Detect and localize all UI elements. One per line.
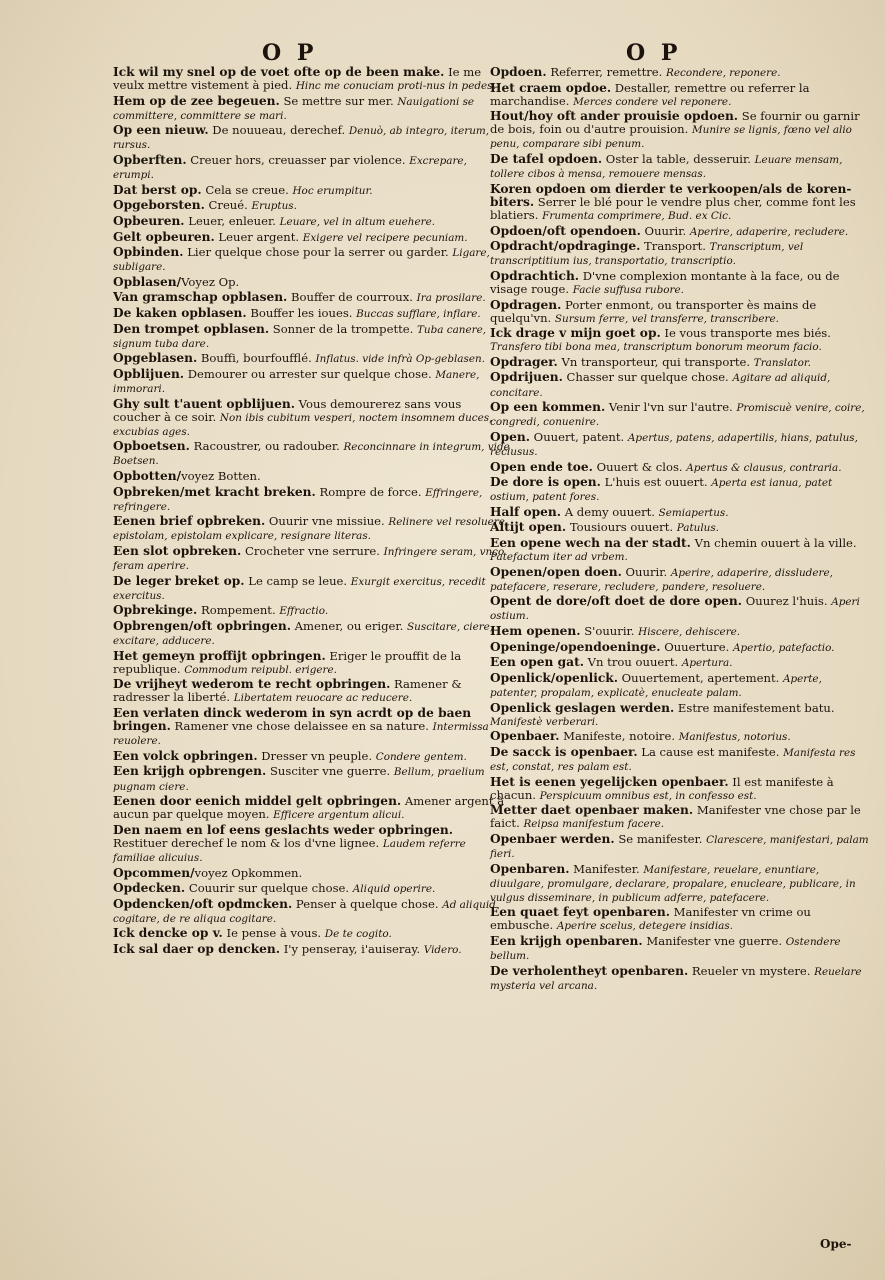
entry-headword: Opboetsen. — [113, 439, 190, 454]
entry-latin: Clarescere, manifestari, palam fieri. — [490, 833, 869, 860]
entry-headword: Opbeuren. — [113, 213, 185, 228]
dictionary-entry — [490, 906, 872, 933]
dictionary-entry — [113, 184, 511, 198]
entry-latin: Non ibis cubitum vesperi, noctem insomnem duces, excubias ages. — [113, 411, 493, 438]
entry-headword: Open. — [490, 429, 530, 444]
entry-french: Lier quelque chose pour la serrer ou garder. — [183, 245, 453, 260]
entry-headword: Opdrachtich. — [490, 268, 580, 283]
dictionary-entry — [490, 327, 872, 354]
entry-latin: Condere gentem. — [375, 750, 467, 763]
entry-latin: Aperire, adaperire, dissludere, patefacere, reserare, recludere, pandere, resoluere. — [490, 566, 833, 593]
dictionary-entry — [113, 95, 511, 123]
dictionary-entry — [490, 461, 872, 475]
entry-latin: Agitare ad aliquid, concitare. — [490, 372, 831, 399]
dictionary-entry — [113, 707, 511, 748]
entry-latin: Patefactum iter ad vrbem. — [490, 551, 628, 564]
entry-french: Ouurir. — [640, 223, 690, 238]
dictionary-entry — [490, 240, 872, 268]
entry-headword: Opbotten/ — [113, 469, 182, 484]
entry-french: Ramener & radresser la liberté. — [113, 677, 462, 705]
entry-headword: De dore is open. — [490, 475, 601, 490]
entry-headword: Een krijgh opbrengen. — [113, 764, 267, 779]
entry-headword: Openbaer werden. — [490, 831, 615, 846]
entry-french: S'ouurir. — [580, 624, 639, 639]
entry-latin: Intermissa reuolere. — [113, 721, 489, 748]
entry-french: Demourer ou arrester sur quelque chose. — [184, 366, 436, 381]
dictionary-entry — [113, 352, 511, 366]
entry-headword: Openen/open doen. — [490, 564, 622, 579]
entry-headword: Opbrengen/oft opbringen. — [113, 618, 291, 633]
entry-headword: Opdrager. — [490, 354, 558, 369]
entry-headword: Hem op de zee begeuen. — [113, 93, 280, 108]
entry-headword: Den trompet opblasen. — [113, 321, 270, 336]
entry-headword: Koren opdoen om dierder te verkoopen/als de koren-biters. — [490, 181, 852, 209]
entry-french: Racoustrer, ou radouber. — [189, 439, 344, 454]
entry-french: Destaller, remettre ou referrer la marchandise. — [490, 80, 810, 108]
entry-headword: Een slot opbreken. — [113, 544, 242, 558]
entry-french: Ouurir. — [621, 564, 671, 579]
entry-headword: Eenen door eenich middel gelt opbringen. — [113, 794, 402, 809]
entry-latin: Exigere vel recipere pecuniam. — [302, 231, 468, 244]
dictionary-entry — [490, 537, 872, 564]
dictionary-entry — [490, 965, 872, 993]
entry-french: Amener, ou eriger. — [291, 618, 408, 633]
dictionary-entry — [490, 625, 872, 639]
entry-headword: Opent de dore/oft doet de dore open. — [490, 594, 743, 609]
entry-headword: Half open. — [490, 504, 562, 519]
entry-latin: Reuelare mysteria vel arcana. — [490, 965, 862, 992]
dictionary-entry — [113, 323, 511, 351]
entry-french: Rompre de force. — [315, 484, 426, 499]
dictionary-entry — [113, 927, 511, 941]
entry-latin: Inflatus. vide infrà Op-geblasen. — [315, 353, 485, 366]
entry-french: Estre manifestement batu. — [674, 700, 835, 715]
dictionary-entry — [113, 515, 511, 543]
entry-latin: Manifestè verberari. — [490, 715, 599, 728]
right-running-header: O P — [626, 40, 682, 66]
dictionary-entry — [113, 276, 511, 290]
entry-latin: Ostendere bellum. — [490, 936, 841, 963]
entry-french: A demy ouuert. — [561, 504, 659, 519]
left-column — [113, 66, 511, 959]
entry-latin: Reipsa manifestum facere. — [523, 818, 665, 831]
entry-french: Vn chemin ouuert à la ville. — [690, 536, 857, 550]
dictionary-entry — [490, 656, 872, 670]
entry-latin: Aperire, adaperire, recludere. — [689, 225, 849, 238]
entry-french: Couurir sur quelque chose. — [185, 881, 353, 896]
entry-headword: Openbaer. — [490, 729, 560, 744]
dictionary-entry — [113, 440, 511, 468]
dictionary-entry — [490, 110, 872, 151]
entry-headword: Ick wil my snel op de voet ofte op de been make. — [113, 65, 445, 79]
entry-headword: Het is eenen yegelijcken openbaer. — [490, 774, 729, 789]
dictionary-entry — [113, 620, 511, 648]
entry-headword: Opdoen. — [490, 65, 547, 79]
entry-latin: Aperi ostium. — [490, 596, 860, 623]
dictionary-entry — [113, 650, 511, 677]
entry-latin: Semiapertus. — [658, 506, 729, 519]
entry-latin: Hiscere, dehiscere. — [638, 626, 741, 639]
entry-latin: Aperte, patenter, propalam, explicatè, enucleate palam. — [490, 672, 822, 699]
entry-headword: De kaken opblasen. — [113, 306, 247, 320]
dictionary-entry — [113, 231, 511, 245]
entry-latin: Leuare mensam, tollere cibos à mensa, remouere mensas. — [490, 154, 843, 181]
dictionary-entry — [113, 678, 511, 705]
dictionary-entry — [113, 750, 511, 764]
entry-headword: Opgeborsten. — [113, 198, 205, 213]
entry-french: Ouuert, patent. — [530, 429, 628, 444]
entry-headword: De tafel opdoen. — [490, 152, 603, 167]
entry-french: Crocheter vne serrure. — [241, 544, 384, 558]
entry-headword: Ick dencke op v. — [113, 926, 223, 941]
dictionary-entry — [113, 575, 511, 603]
entry-french: Serrer le blé pour le vendre plus cher, comme font les blatiers. — [490, 194, 856, 222]
dictionary-entry — [113, 215, 511, 229]
dictionary-entry — [113, 765, 511, 793]
entry-headword: De vrijheyt wederom te recht opbringen. — [113, 677, 391, 692]
entry-headword: Het craem opdoe. — [490, 80, 612, 95]
entry-latin: Suscitare, ciere, excitare, adducere. — [113, 620, 494, 648]
dictionary-entry — [113, 66, 511, 93]
dictionary-entry — [490, 299, 872, 326]
dictionary-entry — [490, 356, 872, 370]
entry-latin: Nauigationi se committere, committere se mari. — [113, 95, 475, 122]
entry-headword: Opdragen. — [490, 297, 562, 312]
dictionary-entry — [490, 521, 872, 535]
entry-french: Vn trou ouuert. — [583, 655, 682, 670]
dictionary-entry — [490, 730, 872, 744]
entry-french: Porter enmont, ou transporter ès mains de quelqu'vn. — [490, 297, 817, 325]
entry-french: Restituer derechef le nom & los d'vne lignee. — [113, 835, 383, 850]
entry-french: Referrer, remettre. — [546, 65, 667, 79]
dictionary-entry — [490, 431, 872, 459]
entry-latin: Bellum, praelium pugnam ciere. — [113, 766, 485, 793]
entry-latin: Buccas sufflare, inflare. — [356, 308, 481, 320]
entry-french: La cause est manifeste. — [637, 744, 784, 759]
entry-latin: Videro. — [423, 944, 462, 957]
entry-latin: Tuba canere, signum tuba dare. — [113, 323, 487, 350]
entry-headword: Opgeblasen. — [113, 351, 198, 366]
entry-french: Ouurez l'huis. — [742, 594, 832, 609]
entry-latin: Apertus, patens, adapertilis, hians, patulus, reclusus. — [490, 431, 858, 458]
entry-latin: Excrepare, erumpi. — [113, 155, 467, 182]
entry-latin: Denuò, ab integro, iterum, rursus. — [113, 125, 490, 152]
entry-headword: Opdrijuen. — [490, 370, 563, 385]
entry-headword: Metter daet openbaer maken. — [490, 803, 694, 818]
dictionary-entry — [113, 398, 511, 439]
entry-headword: De verholentheyt openbaren. — [490, 963, 689, 978]
entry-latin: Recondere, reponere. — [666, 67, 781, 79]
entry-french: Bouffer les ioues. — [246, 306, 357, 320]
dictionary-entry — [490, 66, 872, 80]
entry-latin: Aliquid operire. — [352, 883, 436, 896]
dictionary-entry — [113, 199, 511, 213]
entry-french: Voyez Op. — [181, 274, 240, 289]
entry-french: Reueler vn mystere. — [688, 963, 815, 978]
dictionary-entry — [113, 368, 511, 396]
entry-latin: Relinere vel resoluere epistolam, epistolam explicare, resignare literas. — [113, 516, 505, 543]
entry-headword: Opbreken/met kracht breken. — [113, 484, 316, 499]
entry-french: Dresser vn peuple. — [257, 748, 376, 763]
entry-headword: Op een nieuw. — [113, 123, 209, 138]
entry-french: Ie pense à vous. — [222, 926, 325, 941]
entry-latin: Ira prosilare. — [416, 292, 486, 305]
entry-french: voyez Opkommen. — [194, 865, 303, 880]
entry-headword: De leger breket op. — [113, 573, 245, 588]
dictionary-entry — [113, 943, 511, 957]
entry-headword: Openlick/openlick. — [490, 670, 618, 685]
entry-french: Manifester vn crime ou embusche. — [490, 905, 811, 933]
entry-french: Leuer argent. — [214, 229, 303, 244]
entry-french: Creuer hors, creuasser par violence. — [186, 153, 410, 168]
entry-french: Amener argent à aucun par quelque moyen. — [113, 794, 505, 822]
entry-latin: Ad aliquid cogitare, de re aliqua cogitare. — [113, 898, 496, 925]
dictionary-entry — [113, 470, 511, 484]
dictionary-entry — [113, 124, 511, 152]
dictionary-entry — [113, 545, 511, 573]
entry-latin: Perspicuum omnibus est, in confesso est. — [539, 789, 757, 802]
entry-french: Ramener vne chose delaissee en sa nature. — [170, 719, 433, 734]
entry-french: Transport. — [640, 239, 710, 254]
entry-latin: Aperire scelus, detegere insidias. — [556, 920, 733, 933]
entry-headword: Opdracht/opdraginge. — [490, 239, 641, 254]
dictionary-entry — [113, 486, 511, 514]
entry-latin: Manifestus, notorius. — [678, 731, 791, 744]
dictionary-entry — [490, 401, 872, 429]
dictionary-entry — [490, 833, 872, 861]
entry-latin: Transcriptum, vel transcriptitium ius, transportatio, transcriptio. — [490, 241, 804, 268]
entry-latin: De te cogito. — [324, 928, 392, 941]
entry-french: Ie vous transporte mes biés. — [660, 326, 831, 341]
entry-french: Chasser sur quelque chose. — [562, 370, 733, 385]
entry-french: Se fournir ou garnir de bois, foin ou d'autre prouision. — [490, 109, 860, 137]
entry-headword: Opdecken. — [113, 881, 186, 896]
dictionary-entry — [113, 898, 511, 926]
entry-french: Sonner de la trompette. — [269, 321, 417, 336]
entry-french: Il est manifeste à chacun. — [490, 774, 834, 802]
dictionary-entry — [490, 225, 872, 239]
entry-headword: Een verlaten dinck wederom in syn acrdt op de baen bringen. — [113, 706, 472, 734]
dictionary-entry — [490, 746, 872, 774]
catchword: Ope- — [820, 1237, 852, 1251]
entry-french: Oster la table, desseruir. — [602, 152, 755, 167]
entry-headword: Opblasen/ — [113, 274, 182, 289]
entry-headword: Eenen brief opbreken. — [113, 514, 266, 529]
entry-latin: Manifesta res est, constat, res palam est. — [490, 746, 856, 773]
entry-headword: Openbaren. — [490, 861, 570, 876]
entry-latin: Sursum ferre, vel transferre, transcribere. — [554, 312, 779, 325]
entry-latin: Munire se lignis, fœno vel alio penu, comparare sibi penum. — [490, 124, 852, 151]
dictionary-entry — [490, 506, 872, 520]
entry-headword: Opbinden. — [113, 245, 184, 260]
entry-french: I'y penseray, i'auiseray. — [280, 942, 424, 957]
dictionary-entry — [490, 702, 872, 729]
entry-french: Manifester vne guerre. — [642, 934, 786, 949]
entry-latin: Apertus & clausus, contraria. — [686, 461, 842, 474]
entry-headword: Ick sal daer op dencken. — [113, 942, 281, 957]
entry-headword: Een open gat. — [490, 655, 584, 670]
entry-headword: Het gemeyn proffijt opbringen. — [113, 648, 326, 663]
dictionary-entry — [490, 153, 872, 181]
entry-headword: Een krijgh openbaren. — [490, 934, 643, 949]
entry-headword: Hout/hoy oft ander prouisie opdoen. — [490, 109, 739, 124]
entry-headword: Opdoen/oft opendoen. — [490, 223, 641, 238]
entry-headword: Openinge/opendoeninge. — [490, 639, 661, 654]
entry-french: Se mettre sur mer. — [279, 93, 398, 108]
dictionary-entry — [490, 595, 872, 623]
entry-headword: De sacck is openbaer. — [490, 744, 638, 759]
entry-french: Manifester. — [569, 861, 644, 876]
entry-headword: Op een kommen. — [490, 400, 606, 415]
dictionary-entry — [490, 183, 872, 223]
entry-latin: Libertatem reuocare ac reducere. — [233, 692, 413, 705]
entry-french: De nouueau, derechef. — [208, 123, 349, 138]
entry-headword: Gelt opbeuren. — [113, 229, 215, 244]
entry-french: Ie me veulx mettre vistement à pied. — [113, 65, 482, 93]
entry-latin: Effringere, refringere. — [113, 486, 483, 513]
entry-latin: Eruptus. — [251, 200, 297, 213]
dictionary-entry — [113, 824, 511, 865]
entry-french: D'vne complexion montante à la face, ou de visage rouge. — [490, 268, 840, 296]
entry-headword: Ghy sult t'auent opblijuen. — [113, 396, 295, 411]
entry-latin: Leuare, vel in altum euehere. — [279, 215, 436, 228]
entry-latin: Effractio. — [279, 605, 329, 618]
entry-french: voyez Botten. — [181, 469, 261, 484]
dictionary-entry — [113, 154, 511, 182]
entry-french: Bouffer de courroux. — [287, 290, 417, 305]
entry-latin: Commodum reipubl. erigere. — [184, 663, 337, 676]
entry-headword: Open ende toe. — [490, 459, 593, 474]
entry-french: Rompement. — [197, 603, 280, 618]
entry-french: Manifeste, notoire. — [559, 729, 679, 744]
right-column — [490, 66, 872, 994]
entry-headword: Opblijuen. — [113, 366, 185, 381]
entry-french: Penser à quelque chose. — [292, 896, 443, 911]
entry-headword: Openlick geslagen werden. — [490, 700, 675, 715]
entry-french: Ouurir vne missiue. — [265, 514, 389, 529]
entry-latin: Manere, immorari. — [113, 368, 480, 395]
dictionary-entry — [113, 604, 511, 618]
dictionary-entry — [490, 804, 872, 831]
entry-french: Eriger le prouffit de la republique. — [113, 648, 462, 676]
dictionary-entry — [490, 935, 872, 963]
entry-french: Creué. — [204, 198, 252, 213]
entry-latin: Efficere argentum alicui. — [273, 809, 405, 822]
entry-french: Vn transporteur, qui transporte. — [557, 354, 754, 369]
dictionary-entry — [490, 371, 872, 399]
entry-headword: Een volck opbringen. — [113, 748, 258, 763]
entry-french: L'huis est ouuert. — [600, 475, 712, 490]
entry-headword: Van gramschap opblasen. — [113, 290, 288, 305]
entry-headword: Den naem en lof eens geslachts weder opbringen. — [113, 822, 453, 837]
dictionary-entry — [113, 307, 511, 321]
entry-latin: Frumenta comprimere, Bud. ex Cic. — [542, 209, 732, 222]
entry-latin: Promiscuè venire, coire, congredi, conuenire. — [490, 402, 865, 429]
left-running-header: O P — [262, 40, 318, 66]
entry-latin: Reconcinnare in integrum, vide Boetsen. — [113, 441, 510, 468]
entry-french: Le camp se leue. — [244, 573, 351, 588]
entry-headword: Opberften. — [113, 153, 187, 168]
entry-latin: Apertura. — [681, 657, 733, 670]
entry-french: Ouuerture. — [660, 639, 733, 654]
entry-latin: Ligare, subligare. — [113, 247, 490, 274]
entry-latin: Aperta est ianua, patet ostium, patent fores. — [490, 477, 833, 504]
entry-french: Cela se creue. — [201, 182, 293, 197]
entry-french: Tousiours ouuert. — [566, 520, 677, 535]
entry-french: Manifester vne chose par le faict. — [490, 803, 861, 831]
entry-french: Ouuertement, apertement. — [617, 670, 783, 685]
entry-french: Susciter vne guerre. — [266, 764, 394, 779]
entry-headword: Een quaet feyt openbaren. — [490, 905, 670, 920]
entry-headword: Ick drage v mijn goet op. — [490, 326, 661, 341]
entry-latin: Facie suffusa rubore. — [572, 283, 684, 296]
entry-headword: Dat berst op. — [113, 182, 202, 197]
dictionary-entry — [490, 476, 872, 504]
entry-latin: Laudem referre familiae alicuius. — [113, 837, 466, 864]
dictionary-entry — [490, 863, 872, 905]
entry-french: Bouffi, bourfoufflé. — [197, 351, 316, 366]
dictionary-entry — [113, 246, 511, 274]
entry-latin: Transfero tibi bona mea, transcriptum bonorum meorum facio. — [490, 341, 822, 354]
entry-latin: Exurgit exercitus, recedit exercitus. — [113, 575, 486, 602]
entry-french: Ouuert & clos. — [592, 459, 687, 474]
entry-latin: Hinc me conuciam proti-nus in pedes. — [295, 80, 496, 93]
entry-latin: Infringere seram, vnco feram aperire. — [113, 546, 505, 573]
entry-french: Se manifester. — [614, 831, 707, 846]
entry-headword: Een opene wech na der stadt. — [490, 536, 691, 550]
entry-latin: Hoc erumpitur. — [292, 184, 373, 197]
dictionary-entry — [490, 641, 872, 655]
entry-french: Vous demourerez sans vous coucher à ce soir. — [113, 396, 462, 424]
dictionary-entry — [490, 566, 872, 594]
entry-french: Leuer, enleuer. — [184, 213, 280, 228]
dictionary-entry — [490, 270, 872, 297]
entry-latin: Patulus. — [676, 522, 719, 535]
entry-french: Venir l'vn sur l'autre. — [605, 400, 737, 415]
dictionary-entry — [490, 82, 872, 109]
entry-latin: Apertio, patefactio. — [732, 641, 835, 654]
entry-latin: Translator. — [753, 356, 811, 369]
dictionary-entry — [113, 882, 511, 896]
dictionary-entry — [113, 291, 511, 305]
entry-latin: Manifestare, reuelare, enuntiare, diuulgare, promulgare, declarare, propalare, enucleare, publicare, in vulgus disseminare, in publicum adferre, patefacere. — [490, 863, 856, 904]
entry-headword: Opcommen/ — [113, 865, 195, 880]
entry-headword: Opbrekinge. — [113, 603, 198, 618]
dictionary-entry — [113, 867, 511, 881]
entry-headword: Hem openen. — [490, 624, 581, 639]
dictionary-entry — [490, 672, 872, 700]
dictionary-entry — [113, 795, 511, 822]
dictionary-entry — [490, 776, 872, 803]
entry-headword: Opdencken/oft opdmcken. — [113, 896, 293, 911]
entry-latin: Merces condere vel reponere. — [573, 95, 732, 108]
entry-headword: Altijt open. — [490, 520, 567, 535]
